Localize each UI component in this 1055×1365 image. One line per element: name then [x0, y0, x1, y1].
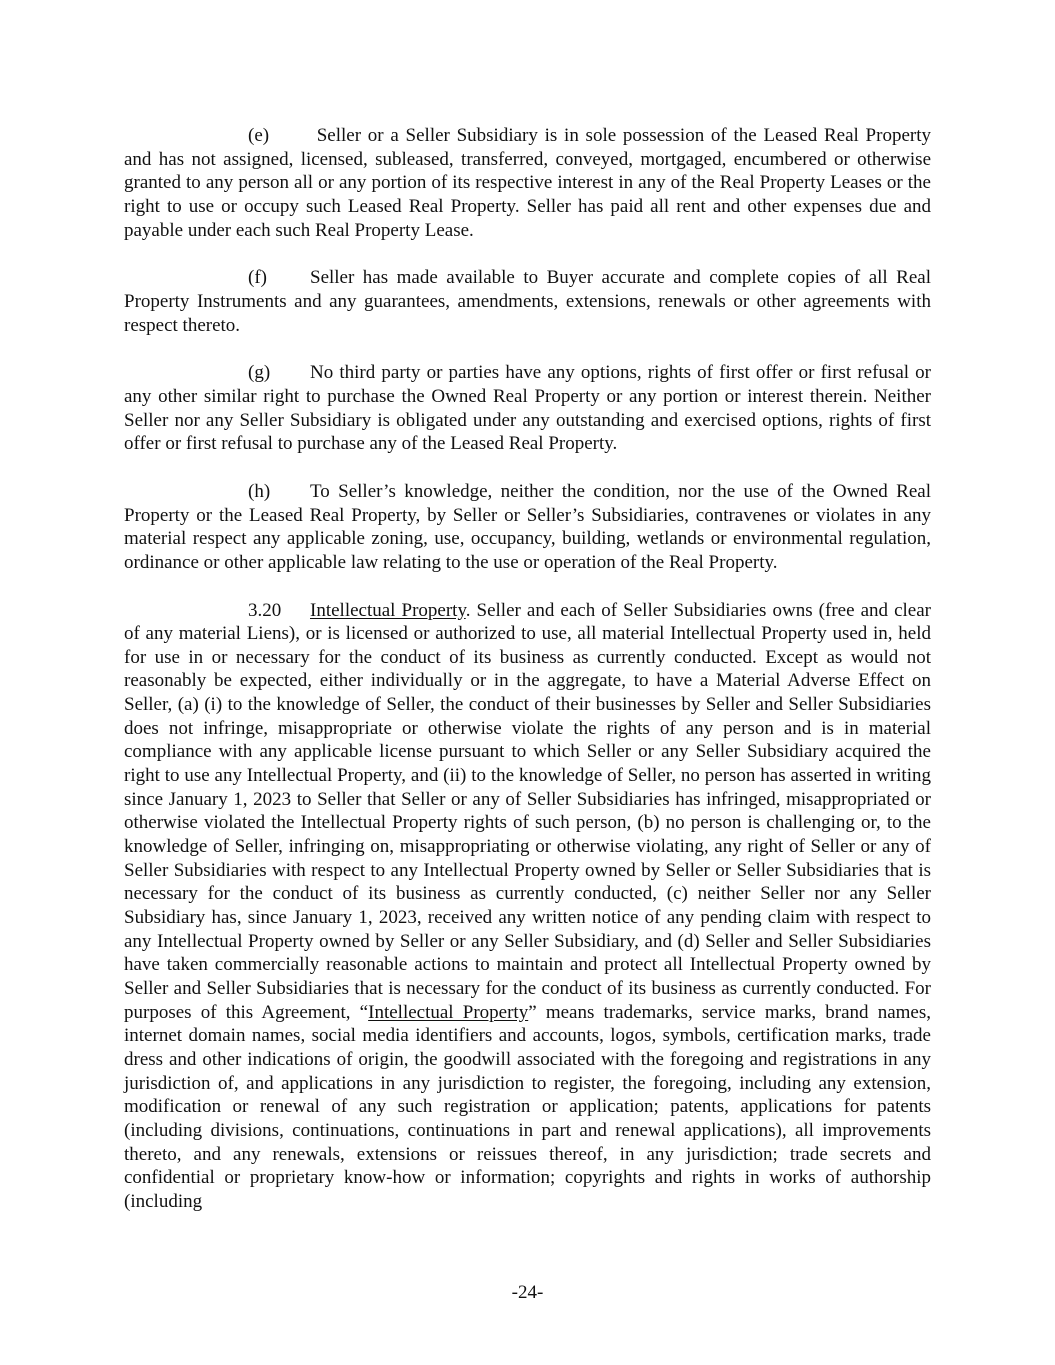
paragraph-g	[124, 361, 931, 456]
paragraph-marker: (g)	[248, 362, 271, 384]
section-heading-end: .	[465, 599, 471, 621]
section-heading: Intellectual Property	[310, 599, 466, 621]
paragraph-e	[124, 124, 931, 242]
defined-term: Intellectual Property	[368, 1001, 529, 1023]
section-number: 3.20	[248, 599, 282, 621]
paragraph-text: Seller or a Seller Subsidiary is in sole possession of the Leased Real Property and has not assigned, licensed, subleased, transferred, conveyed, mortgaged, encumbered or otherwise granted to any person all or any portion of its respective interest in any of the Real Property Leases or the right to use or occupy such Leased Real Property. Seller has paid all rent and other expenses due and payable under each such Real Property Lease.	[124, 125, 931, 241]
section-text-part2: ” means trademarks, service marks, brand names, internet domain names, social media identifiers and accounts, logos, symbols, certification marks, trade dress and other indications of origin, the goodwill associated with the foregoing and registrations in any jurisdiction of, and applications in any jurisdiction to register, the foregoing, including any extension, modification or renewal of any such registration or application; patents, applications for patents (including divisions, continuations, continuations in part and renewal applications), all improvements thereto, and any renewals, extensions or reissues thereof, in any jurisdiction; trade secrets and confidential or proprietary know-how or information; copyrights and rights in works of authorship (including	[124, 1001, 931, 1212]
paragraph-text: To Seller’s knowledge, neither the condition, nor the use of the Owned Real Property or the Leased Real Property, by Seller or Seller’s Subsidiaries, contravenes or violates in any material respect any applicable zoning, use, occupancy, building, wetlands or environmental regulation, ordinance or other applicable law relating to the use or operation of the Real Property.	[124, 480, 931, 573]
section-text-part1: Seller and each of Seller Subsidiaries owns (free and clear of any material Liens), or is licensed or authorized to use, all material Intellectual Property used in, held for use in or necessary for the conduct of its business as currently conducted. Except as would not reasonably be expected, either individually or in the aggregate, to have a Material Adverse Effect on Seller, (a) (i) to the knowledge of Seller, the conduct of their businesses by Seller and Seller Subsidiaries does not infringe, misappropriate or otherwise violate the rights of any person and is in material compliance with any applicable license pursuant to which Seller or any Seller Subsidiary acquired the right to use any Intellectual Property, and (ii) to the knowledge of Seller, no person has asserted in writing since January 1, 2023 to Seller that Seller or any of Seller Subsidiaries has infringed, misappropriated or otherwise violated the Intellectual Property rights of such person, (b) no person is challenging or, to the knowledge of Seller, infringing on, misappropriating or otherwise violating, any right of Seller or any of Seller Subsidiaries with respect to any Intellectual Property owned by Seller or Seller Subsidiaries that is necessary for the conduct of its business as currently conducted, (c) neither Seller nor any Seller Subsidiary has, since January 1, 2023, received any written notice of any pending claim with respect to any Intellectual Property owned by Seller or any Seller Subsidiary, and (d) Seller and Seller Subsidiaries have taken commercially reasonable actions to maintain and protect all Intellectual Property owned by Seller and Seller Subsidiaries that is necessary for the conduct of its business as currently conducted. For purposes of this Agreement, “	[124, 599, 931, 1023]
paragraph-marker: (e)	[248, 125, 270, 146]
paragraph-f	[124, 266, 931, 337]
page-number: -24-	[511, 1282, 544, 1303]
paragraph-h	[124, 480, 931, 575]
paragraph-text: Seller has made available to Buyer accurate and complete copies of all Real Property Instruments and any guarantees, amendments, extensions, renewals or other agreements with respect thereto.	[124, 267, 931, 336]
paragraph-marker: (h)	[248, 480, 271, 502]
paragraph-marker: (f)	[248, 267, 267, 289]
paragraph-text: No third party or parties have any options, rights of first offer or first refusal or any other similar right to purchase the Owned Real Property or any portion or interest therein. Neither Seller nor any Seller Subsidiary is obligated under any outstanding and exercised options, rights of first offer or first refusal to purchase any of the Leased Real Property.	[124, 362, 931, 455]
section-3-20	[124, 599, 931, 1214]
document-page	[124, 124, 931, 1238]
